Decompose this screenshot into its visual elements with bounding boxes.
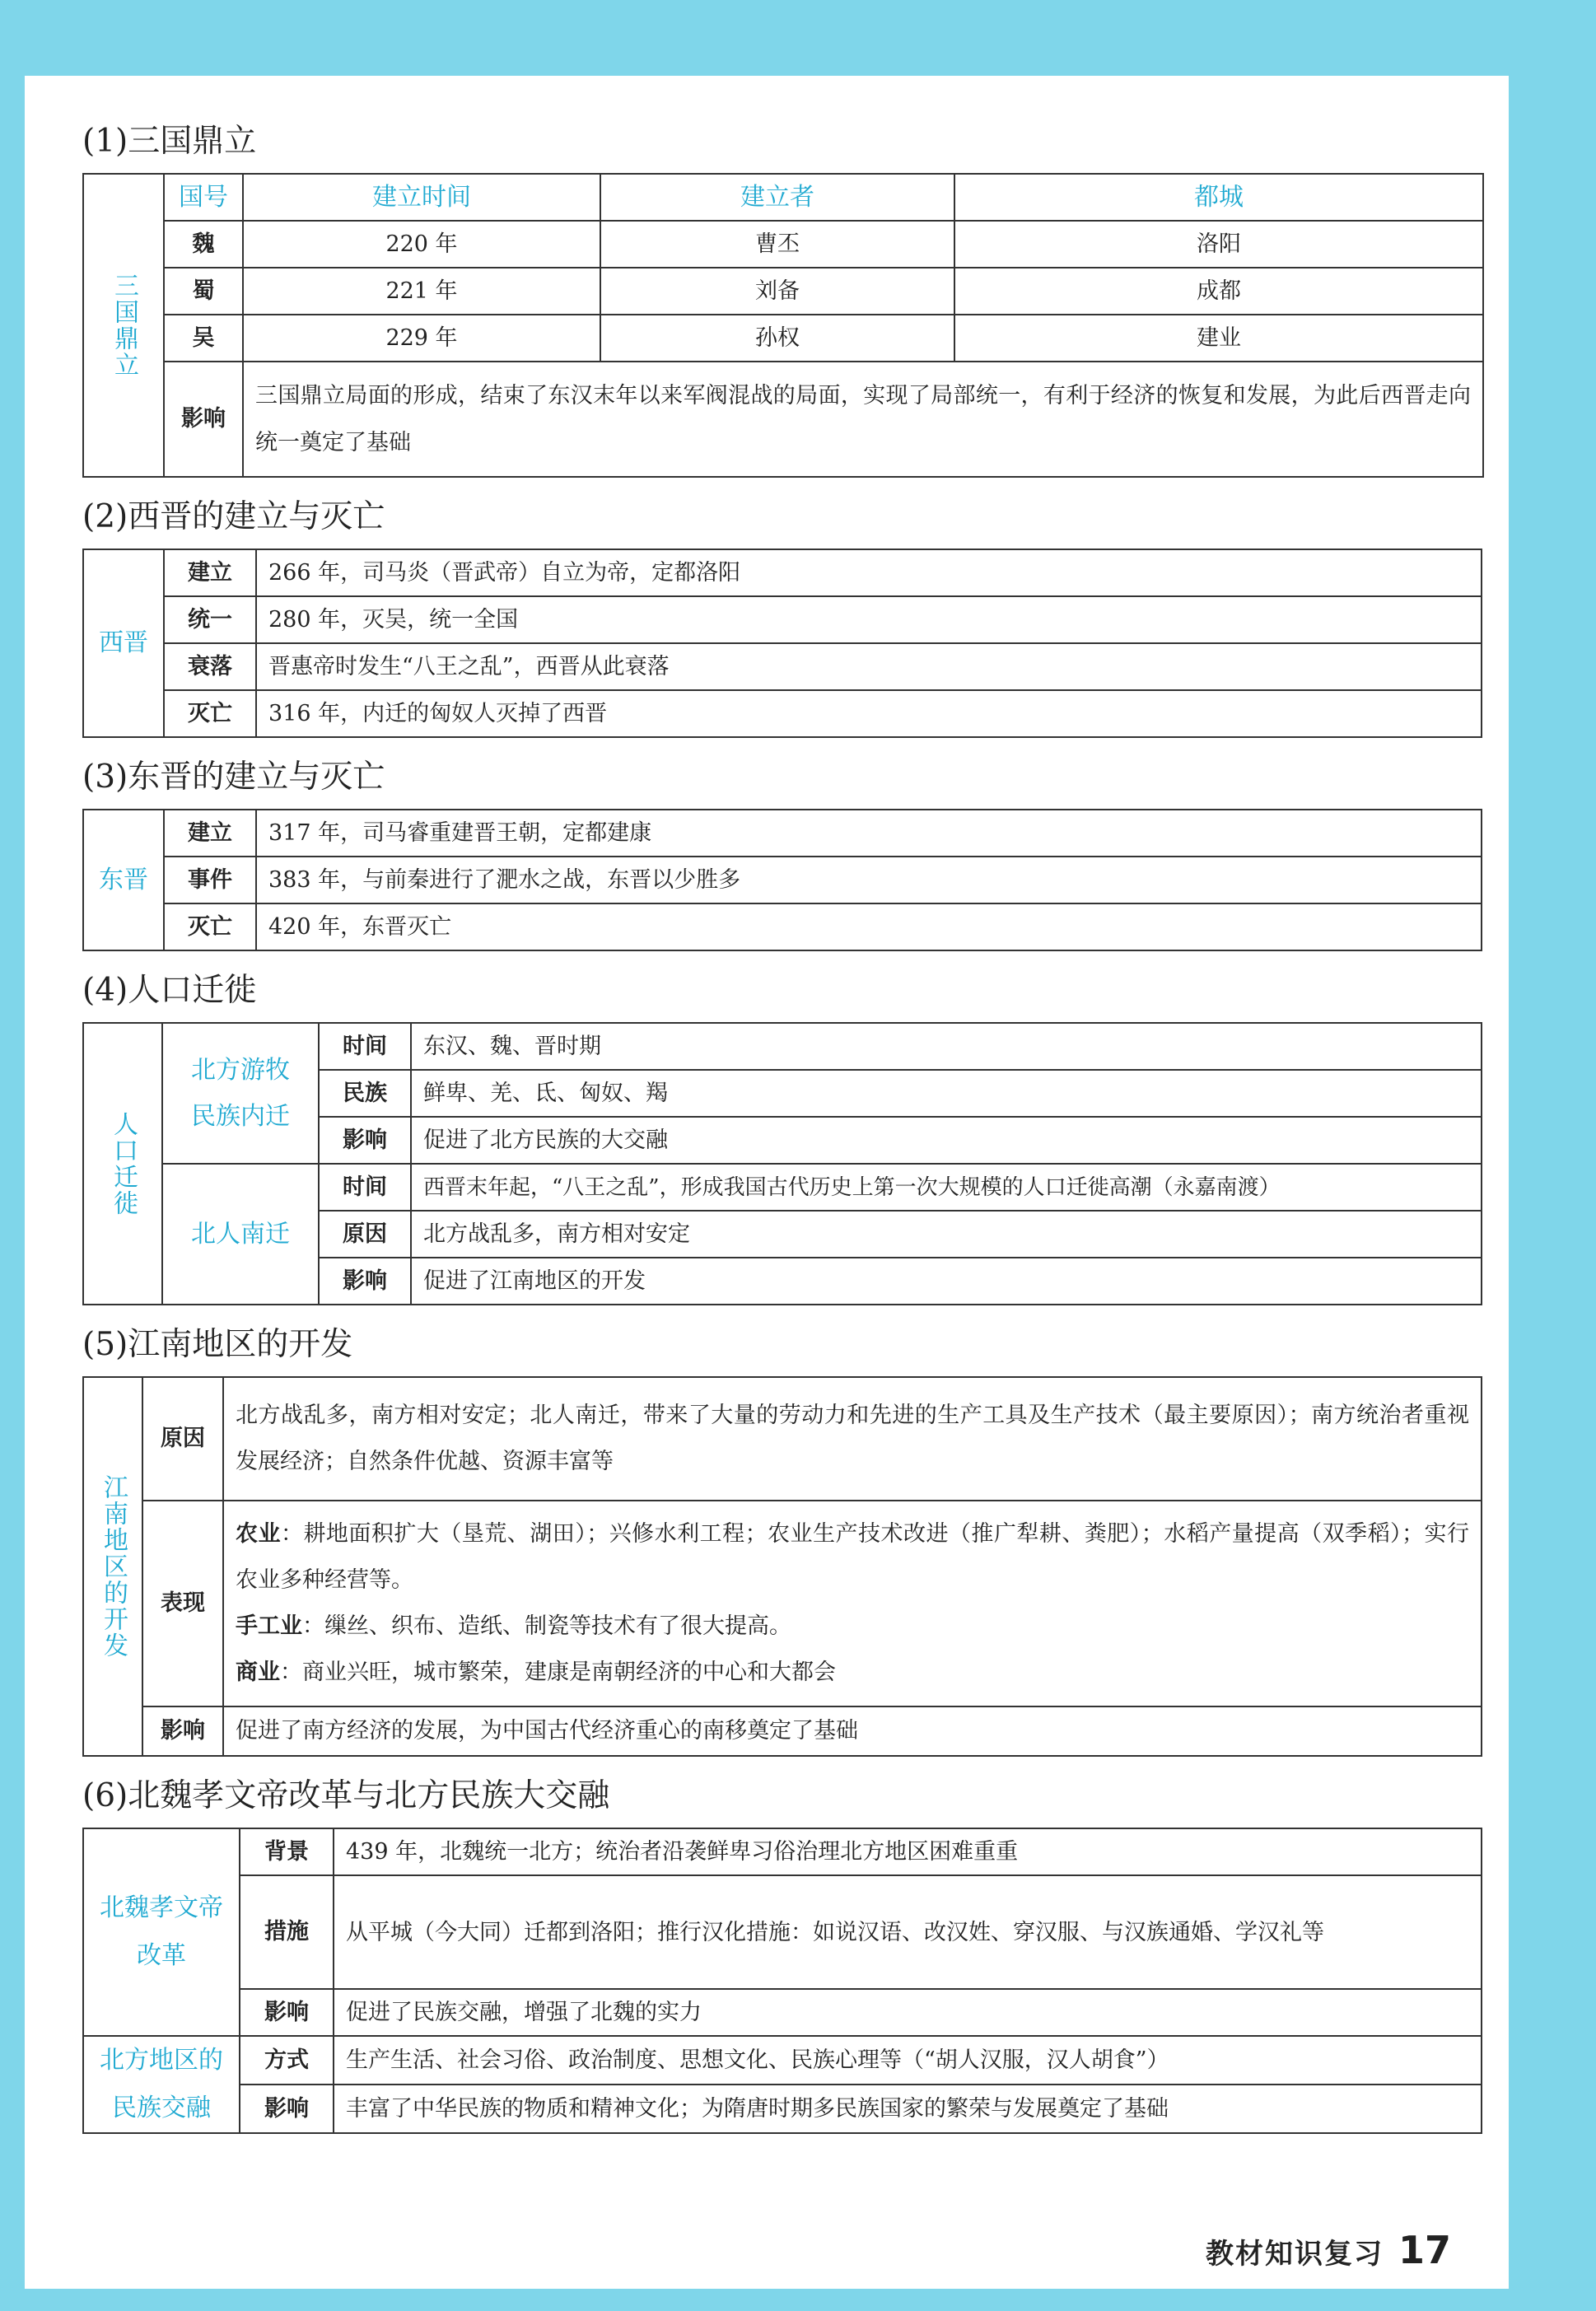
row-label: 事件 [164,857,256,903]
row-label: 影响 [319,1258,411,1305]
page-number: 17 [1398,2228,1451,2272]
row-label: 原因 [319,1211,411,1258]
table-row [83,903,1482,950]
side-label: 三国鼎立 [83,174,164,477]
founding-year: 229 年 [243,315,600,362]
table-row [83,810,1482,857]
row-label: 时间 [319,1164,411,1211]
row-text: 420 年，东晋灭亡 [256,903,1482,950]
table-row [83,2085,1482,2133]
table-row [83,1706,1482,1756]
agriculture-text: ：耕地面积扩大（垦荒、湖田）；兴修水利工程；农业生产技术改进（推广犁耕、粪肥）；水稻产量提高（双季稻）；实行农业多种经营等。 [236,1521,1470,1593]
row-label: 影响 [240,1989,334,2036]
row-text: 促进了民族交融，增强了北魏的实力 [334,1989,1482,2036]
table-row [83,596,1482,643]
content [82,119,1482,2150]
row-label: 背景 [240,1828,334,1875]
section-title-three-kingdoms: (1)三国鼎立 [82,123,257,160]
row-text: 从平城（今大同）迁都到洛阳；推行汉化措施：如说汉语、改汉姓、穿汉服、与汉族通婚、学汉礼等 [334,1875,1482,1989]
group-label: 北人南迁 [162,1164,319,1305]
side-label: 江南地区的开发 [83,1377,142,1756]
row-text: 生产生活、社会习俗、政治制度、思想文化、民族心理等（“胡人汉服，汉人胡食”） [334,2036,1482,2085]
table-row [83,362,1483,477]
kingdom-name: 蜀 [164,268,243,315]
founding-year: 221 年 [243,268,600,315]
table-row [83,857,1482,903]
table-row [83,1875,1482,1989]
row-text: 西晋末年起，“八王之乱”，形成我国古代历史上第一次大规模的人口迁徙高潮（永嘉南渡） [411,1164,1482,1211]
capital: 建业 [954,315,1483,362]
commerce-label: 商业 [236,1660,280,1685]
page-sheet [25,76,1509,2289]
side-label: 东晋 [83,810,164,950]
table-row [83,315,1483,362]
table-row [83,1828,1482,1875]
row-label: 措施 [240,1875,334,1989]
founding-year: 220 年 [243,221,600,268]
side-label: 人口迁徙 [83,1023,162,1305]
row-label: 影响 [240,2085,334,2133]
row-label: 方式 [240,2036,334,2085]
reason-text: 北方战乱多，南方相对安定；北人南迁，带来了大量的劳动力和先进的生产工具及生产技术（最主要原因）；南方统治者重视发展经济；自然条件优越、资源丰富等 [223,1377,1482,1501]
group-label: 北魏孝文帝改革 [83,1828,240,2036]
row-label: 灭亡 [164,903,256,950]
column-header: 建立时间 [243,174,600,221]
page-footer [1206,2228,1451,2272]
eastern-jin-table [82,809,1482,951]
column-header: 都城 [954,174,1483,221]
column-header: 建立者 [600,174,954,221]
row-text: 280 年，灭吴，统一全国 [256,596,1482,643]
section-title-western-jin: (2)西晋的建立与灭亡 [82,498,385,535]
side-label: 西晋 [83,549,164,737]
founder: 曹丕 [600,221,954,268]
jiangnan-table [82,1376,1482,1757]
section-title-northern-wei: (6)北魏孝文帝改革与北方民族大交融 [82,1777,610,1814]
table-row [83,2036,1482,2085]
row-label: 原因 [142,1377,223,1501]
row-label: 影响 [164,362,243,477]
agriculture-label: 农业 [236,1521,281,1547]
founder: 刘备 [600,268,954,315]
column-header: 国号 [164,174,243,221]
row-label: 建立 [164,549,256,596]
row-text: 丰富了中华民族的物质和精神文化；为隋唐时期多民族国家的繁荣与发展奠定了基础 [334,2085,1482,2133]
section-title-eastern-jin: (3)东晋的建立与灭亡 [82,759,385,796]
row-text: 439 年，北魏统一北方；统治者沿袭鲜卑习俗治理北方地区困难重重 [334,1828,1482,1875]
founder: 孙权 [600,315,954,362]
table-row [83,1501,1482,1706]
row-text: 266 年，司马炎（晋武帝）自立为帝，定都洛阳 [256,549,1482,596]
table-row [83,690,1482,737]
handicraft-text: ：缫丝、织布、造纸、制瓷等技术有了很大提高。 [302,1613,791,1639]
row-label: 衰落 [164,643,256,690]
row-text: 东汉、魏、晋时期 [411,1023,1482,1070]
row-text: 促进了北方民族的大交融 [411,1117,1482,1164]
row-text: 鲜卑、羌、氐、匈奴、羯 [411,1070,1482,1117]
table-row [83,1023,1482,1070]
row-label: 影响 [319,1117,411,1164]
row-label: 影响 [142,1706,223,1756]
migration-table [82,1022,1482,1305]
impact-text: 三国鼎立局面的形成，结束了东汉末年以来军阀混战的局面，实现了局部统一，有利于经济的恢复和发展，为此后西晋走向统一奠定了基础 [243,362,1483,477]
row-text: 晋惠帝时发生“八王之乱”，西晋从此衰落 [256,643,1482,690]
table-row [83,1377,1482,1501]
row-text: 北方战乱多，南方相对安定 [411,1211,1482,1258]
western-jin-table [82,549,1482,738]
row-text: 316 年，内迁的匈奴人灭掉了西晋 [256,690,1482,737]
table-row [83,643,1482,690]
row-label: 时间 [319,1023,411,1070]
row-text: 促进了江南地区的开发 [411,1258,1482,1305]
northern-wei-table [82,1828,1482,2134]
kingdom-name: 魏 [164,221,243,268]
table-row [83,549,1482,596]
kingdom-name: 吴 [164,315,243,362]
row-label: 灭亡 [164,690,256,737]
row-label: 统一 [164,596,256,643]
commerce-text: ：商业兴旺，城市繁荣，建康是南朝经济的中心和大都会 [280,1660,836,1685]
table-row [83,221,1483,268]
row-text: 317 年，司马睿重建晋王朝，定都建康 [256,810,1482,857]
section-title-jiangnan: (5)江南地区的开发 [82,1326,353,1363]
three-kingdoms-table [82,173,1484,478]
row-label: 建立 [164,810,256,857]
capital: 成都 [954,268,1483,315]
row-text: 383 年，与前秦进行了淝水之战，东晋以少胜多 [256,857,1482,903]
group-label: 北方地区的民族交融 [83,2036,240,2133]
capital: 洛阳 [954,221,1483,268]
group-label: 北方游牧民族内迁 [162,1023,319,1164]
section-title-migration: (4)人口迁徙 [82,972,257,1009]
impact-text: 促进了南方经济的发展，为中国古代经济重心的南移奠定了基础 [223,1706,1482,1756]
table-row [83,268,1483,315]
table-row [83,1164,1482,1211]
handicraft-label: 手工业 [236,1613,302,1639]
footer-label: 教材知识复习 [1205,2238,1384,2271]
performance-text [223,1501,1482,1706]
table-row [83,1989,1482,2036]
row-label: 表现 [142,1501,223,1706]
row-label: 民族 [319,1070,411,1117]
